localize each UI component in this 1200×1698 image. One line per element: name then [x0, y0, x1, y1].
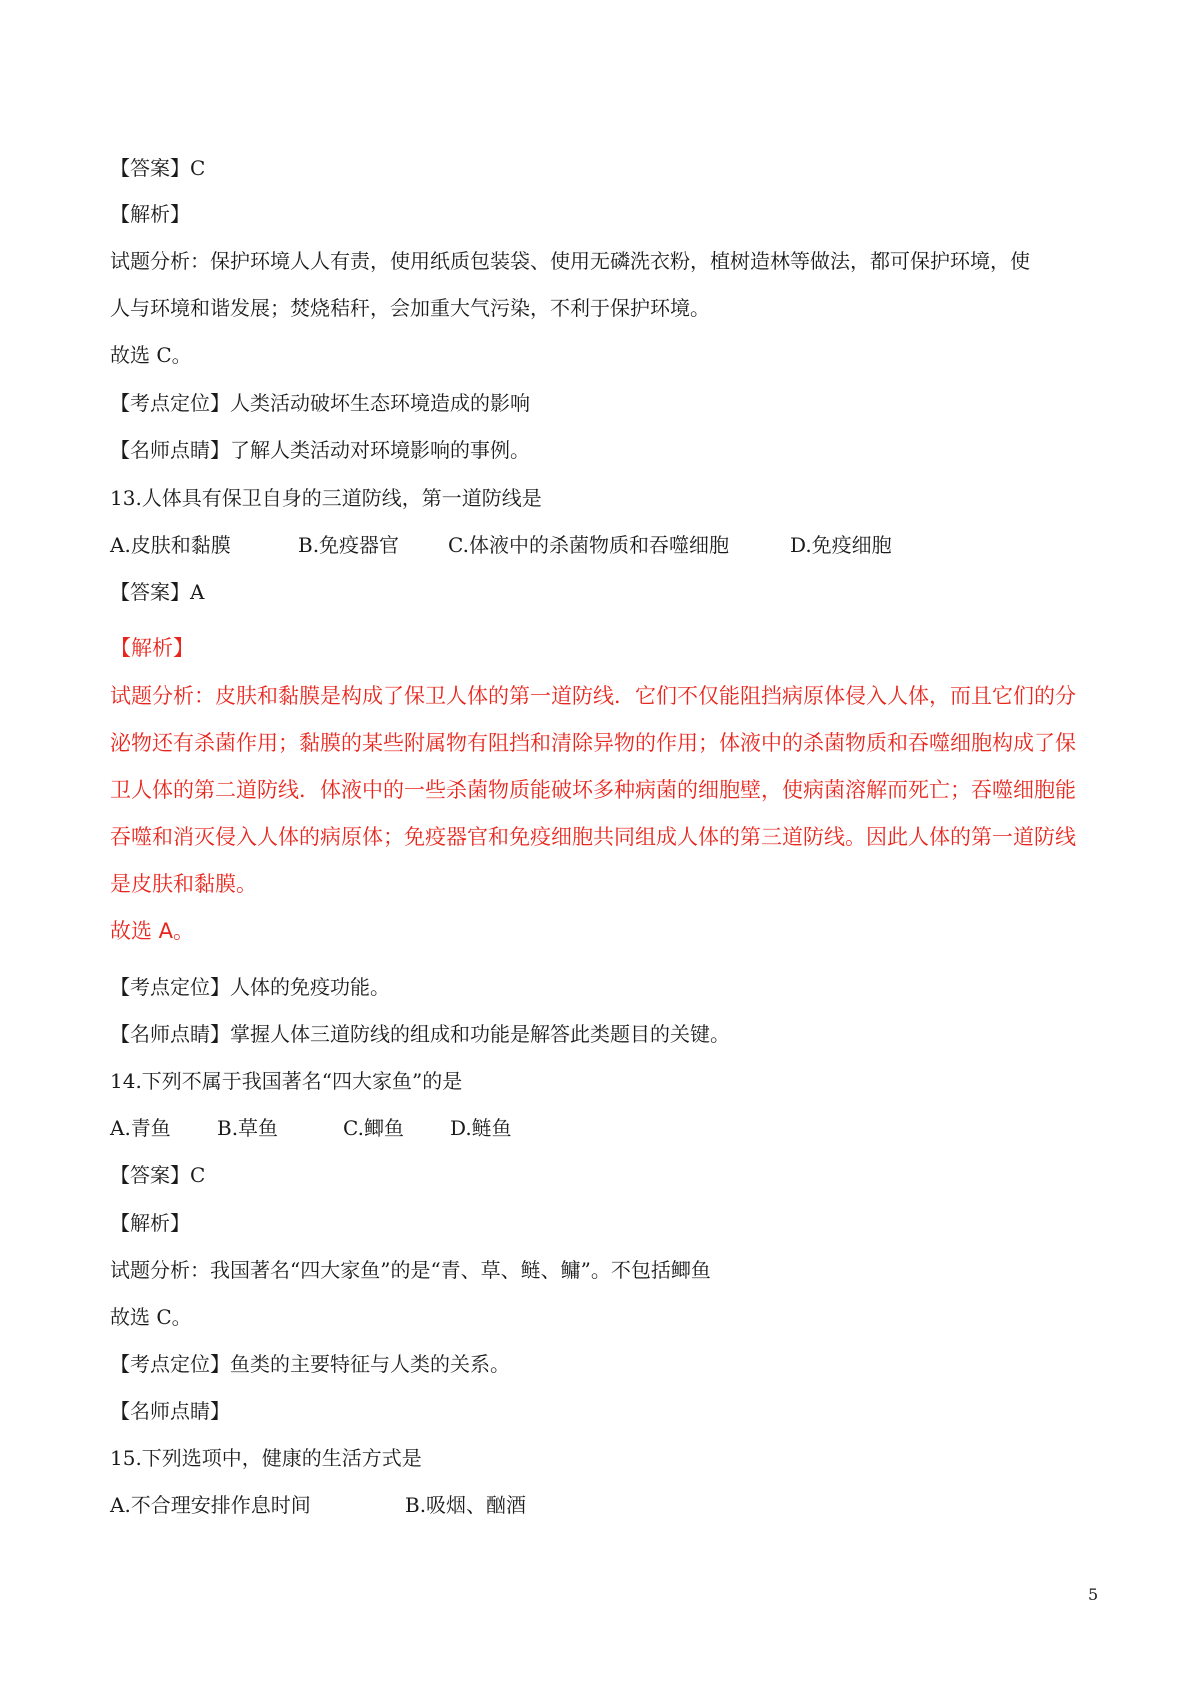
q13-analysis-line-3: 卫人体的第二道防线．体液中的一些杀菌物质能破坏多种病菌的细胞壁，使病菌溶解而死亡；吞噬细胞能 — [110, 778, 1076, 802]
q14-analysis-line-1: 试题分析：我国著名“四大家鱼”的是“青、草、鲢、鳙”。不包括鲫鱼 — [110, 1258, 711, 1282]
q13-option-a: A.皮肤和黏膜 — [110, 533, 231, 557]
q13-conclusion: 故选 A。 — [110, 919, 195, 943]
q12-analysis-line-1: 试题分析：保护环境人人有责，使用纸质包装袋、使用无磷洗衣粉，植树造林等做法，都可保护环境，使 — [110, 249, 1030, 273]
page-number: 5 — [1088, 1585, 1099, 1604]
q13-question: 13.人体具有保卫自身的三道防线，第一道防线是 — [110, 486, 542, 510]
q13-analysis-line-2: 泌物还有杀菌作用；黏膜的某些附属物有阻挡和清除异物的作用；体液中的杀菌物质和吞噬细胞构成了保 — [110, 731, 1076, 755]
q13-option-c: C.体液中的杀菌物质和吞噬细胞 — [448, 533, 729, 557]
q14-question: 14.下列不属于我国著名“四大家鱼”的是 — [110, 1069, 463, 1093]
q14-key-point: 【考点定位】鱼类的主要特征与人类的关系。 — [110, 1352, 510, 1376]
q12-answer: 【答案】C — [110, 156, 206, 180]
q13-analysis-line-1: 试题分析：皮肤和黏膜是构成了保卫人体的第一道防线．它们不仅能阻挡病原体侵入人体，而且它们的分 — [110, 684, 1076, 708]
q13-analysis-heading: 【解析】 — [110, 636, 194, 660]
q14-option-c: C.鲫鱼 — [343, 1116, 404, 1140]
q14-analysis-heading: 【解析】 — [110, 1211, 190, 1235]
q12-analysis-heading: 【解析】 — [110, 202, 190, 226]
q13-teacher-note: 【名师点睛】掌握人体三道防线的组成和功能是解答此类题目的关键。 — [110, 1022, 730, 1046]
q12-conclusion: 故选 C。 — [110, 343, 192, 367]
q15-option-a: A.不合理安排作息时间 — [110, 1493, 311, 1517]
q15-option-b: B.吸烟、酗酒 — [405, 1493, 527, 1517]
q12-key-point: 【考点定位】人类活动破坏生态环境造成的影响 — [110, 391, 530, 415]
q14-option-a: A.青鱼 — [110, 1116, 171, 1140]
q14-teacher-note: 【名师点睛】 — [110, 1399, 230, 1423]
q13-option-b: B.免疫器官 — [298, 533, 400, 557]
q12-analysis-line-2: 人与环境和谐发展；焚烧秸秆，会加重大气污染，不利于保护环境。 — [110, 296, 710, 320]
q14-answer: 【答案】C — [110, 1163, 206, 1187]
q13-analysis-line-4: 吞噬和消灭侵入人体的病原体；免疫器官和免疫细胞共同组成人体的第三道防线。因此人体的第一道防线 — [110, 825, 1076, 849]
q14-options — [110, 1114, 1110, 1142]
q15-options — [110, 1491, 1110, 1519]
q14-conclusion: 故选 C。 — [110, 1305, 192, 1329]
q14-option-b: B.草鱼 — [217, 1116, 279, 1140]
q12-teacher-note: 【名师点睛】了解人类活动对环境影响的事例。 — [110, 438, 530, 462]
q13-options — [110, 531, 1110, 559]
q13-option-d: D.免疫细胞 — [790, 533, 892, 557]
q14-option-d: D.鲢鱼 — [450, 1116, 512, 1140]
q13-answer: 【答案】A — [110, 580, 205, 604]
q13-analysis-line-5: 是皮肤和黏膜。 — [110, 872, 257, 896]
q13-key-point: 【考点定位】人体的免疫功能。 — [110, 975, 390, 999]
q15-question: 15.下列选项中，健康的生活方式是 — [110, 1446, 422, 1470]
